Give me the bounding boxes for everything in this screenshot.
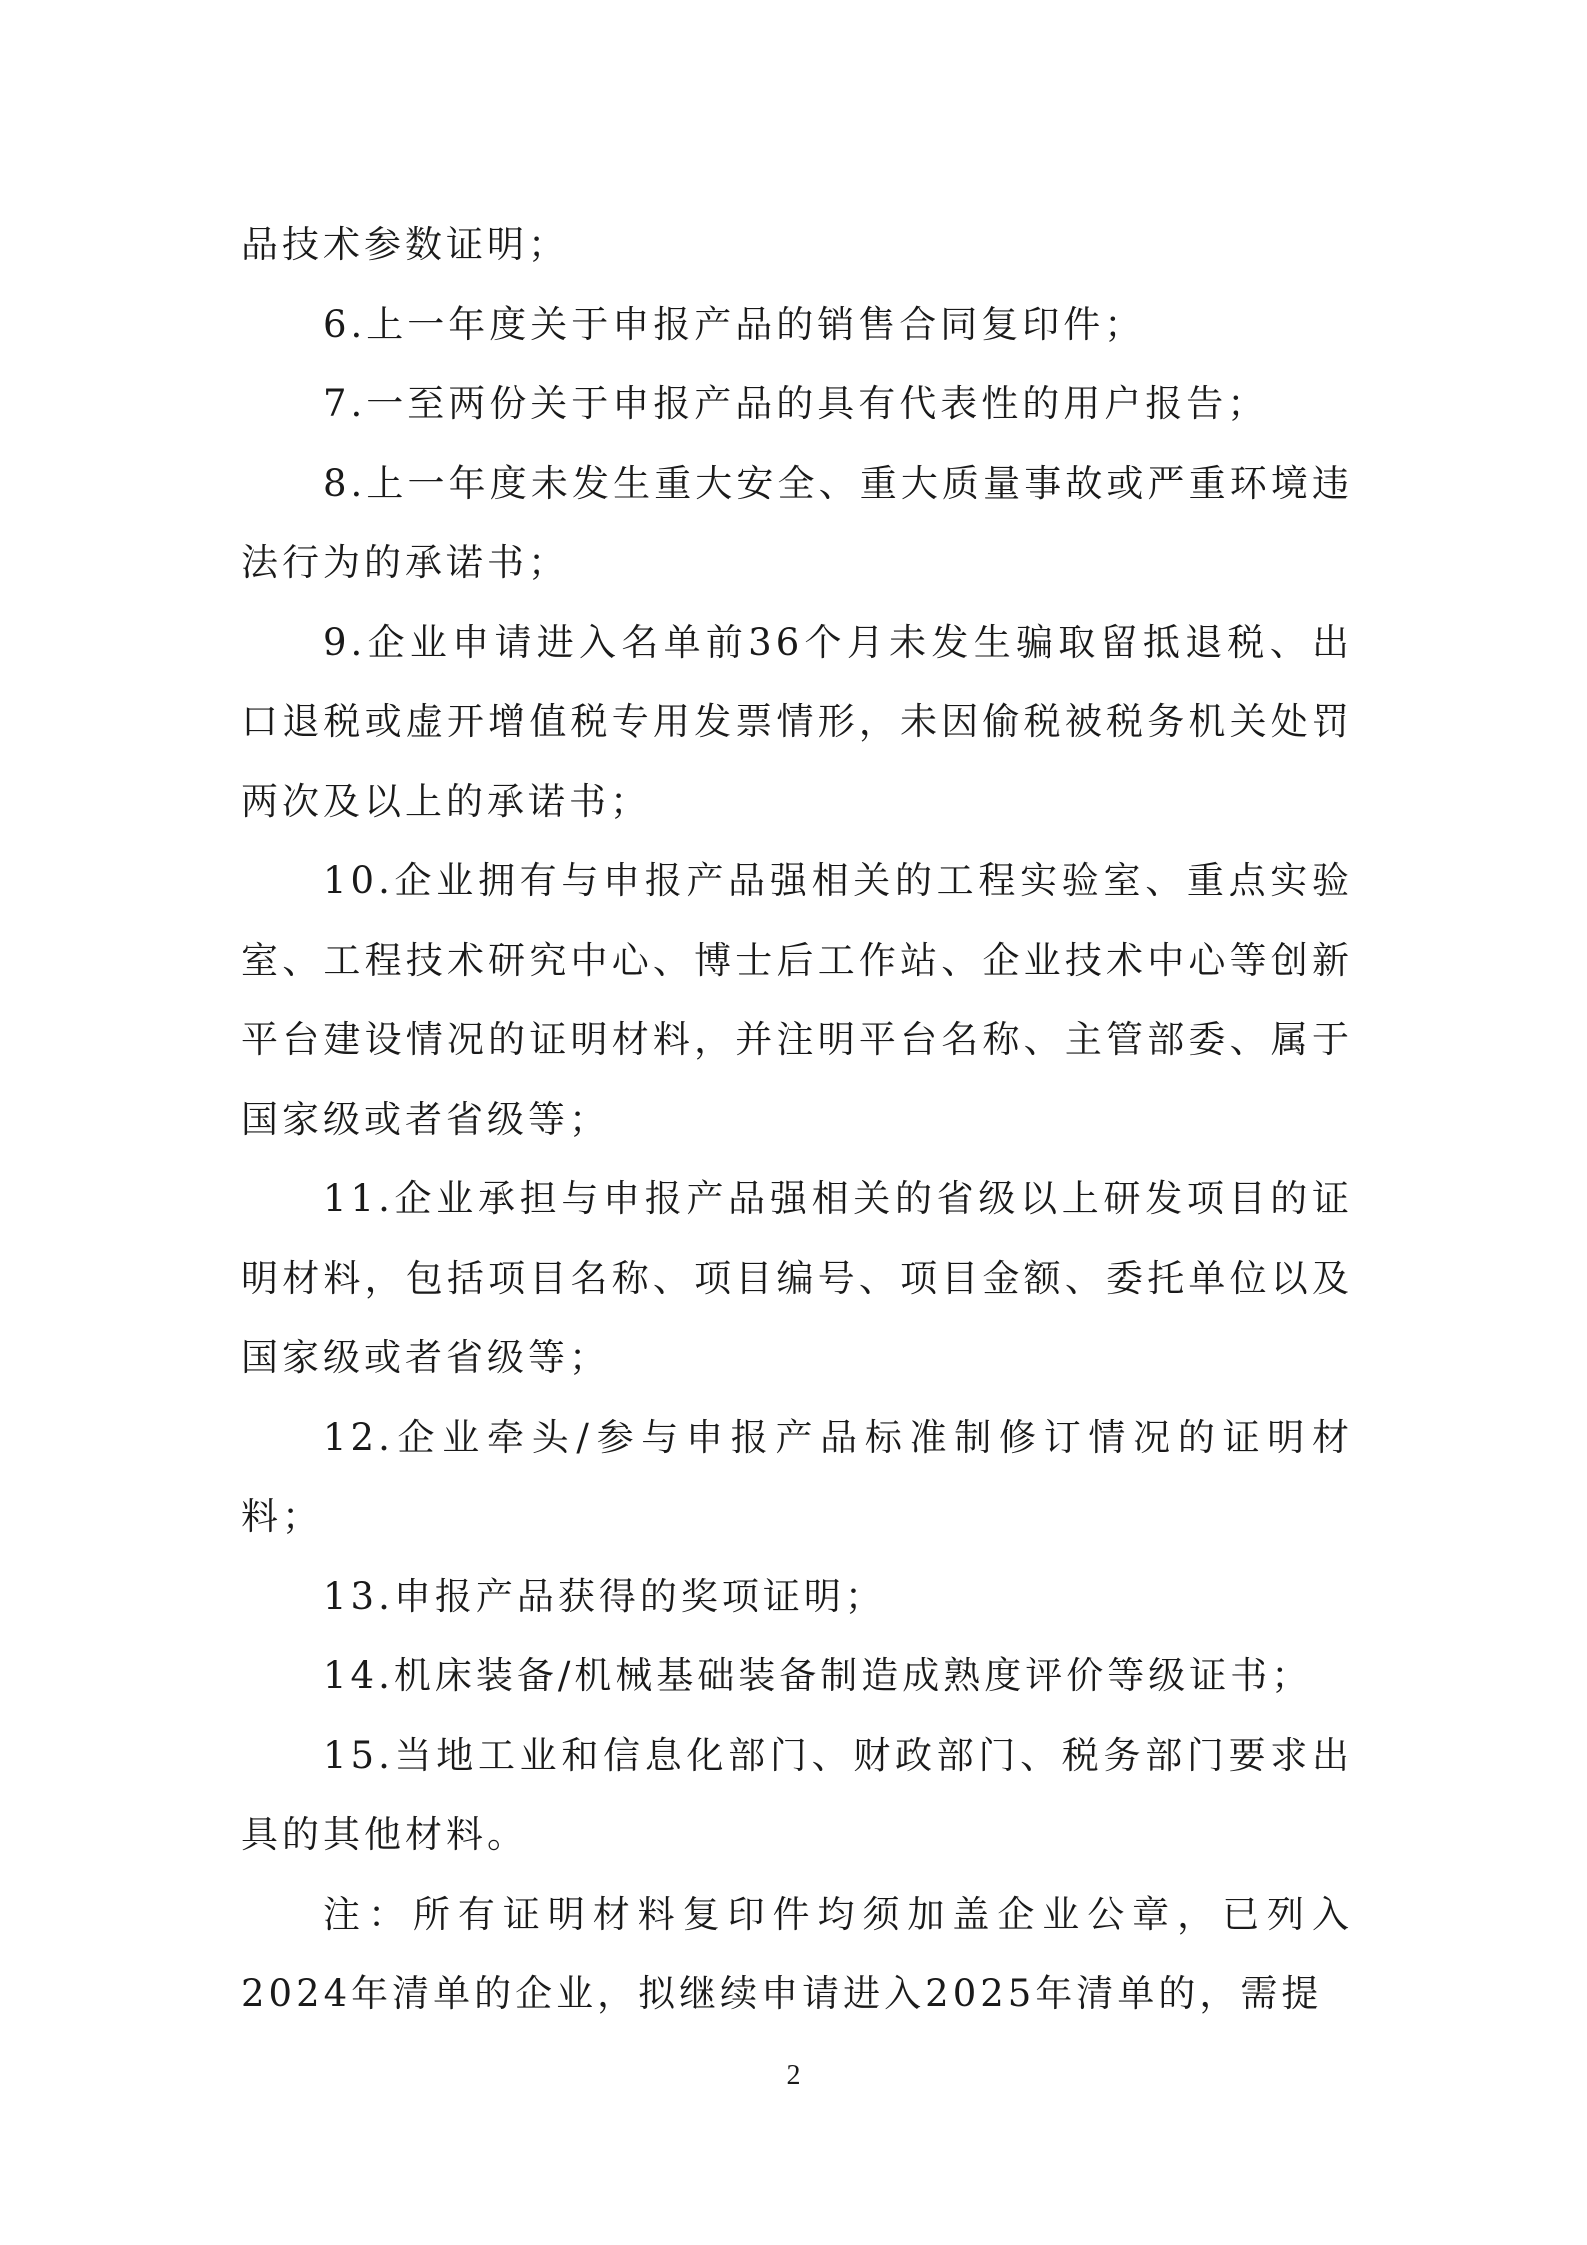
list-item-9: 9.企业申请进入名单前36个月未发生骗取留抵退税、出口退税或虚开增值税专用发票情形，未因偷税被税务机关处罚两次及以上的承诺书； xyxy=(241,620,1353,823)
list-item-7: 7.一至两份关于申报产品的具有代表性的用户报告； xyxy=(323,382,1269,425)
document-body xyxy=(241,205,1353,2034)
list-item-10: 10.企业拥有与申报产品强相关的工程实验室、重点实验室、工程技术研究中心、博士后工作站、企业技术中心等创新平台建设情况的证明材料，并注明平台名称、主管部委、属于国家级或者省级等； xyxy=(241,859,1353,1141)
list-item-15: 15.当地工业和信息化部门、财政部门、税务部门要求出具的其他材料。 xyxy=(241,1733,1353,1856)
list-item-14: 14.机床装备/机械基础装备制造成熟度评价等级证书； xyxy=(323,1654,1313,1697)
list-item-12: 12.企业牵头/参与申报产品标准制修订情况的证明材料； xyxy=(241,1415,1353,1538)
list-item-13: 13.申报产品获得的奖项证明； xyxy=(323,1574,886,1618)
note-paragraph: 注：所有证明材料复印件均须加盖企业公章，已列入2024年清单的企业，拟继续申请进入2025年清单的，需提 xyxy=(241,1892,1353,2015)
page-number: 2 xyxy=(786,2060,801,2091)
list-item-8: 8.上一年度未发生重大安全、重大质量事故或严重环境违法行为的承诺书； xyxy=(241,461,1353,584)
list-item-6: 6.上一年度关于申报产品的销售合同复印件； xyxy=(323,302,1146,346)
paragraph-continuation: 品技术参数证明； xyxy=(241,223,569,266)
list-item-11: 11.企业承担与申报产品强相关的省级以上研发项目的证明材料，包括项目名称、项目编号、项目金额、委托单位以及国家级或者省级等； xyxy=(241,1177,1353,1379)
